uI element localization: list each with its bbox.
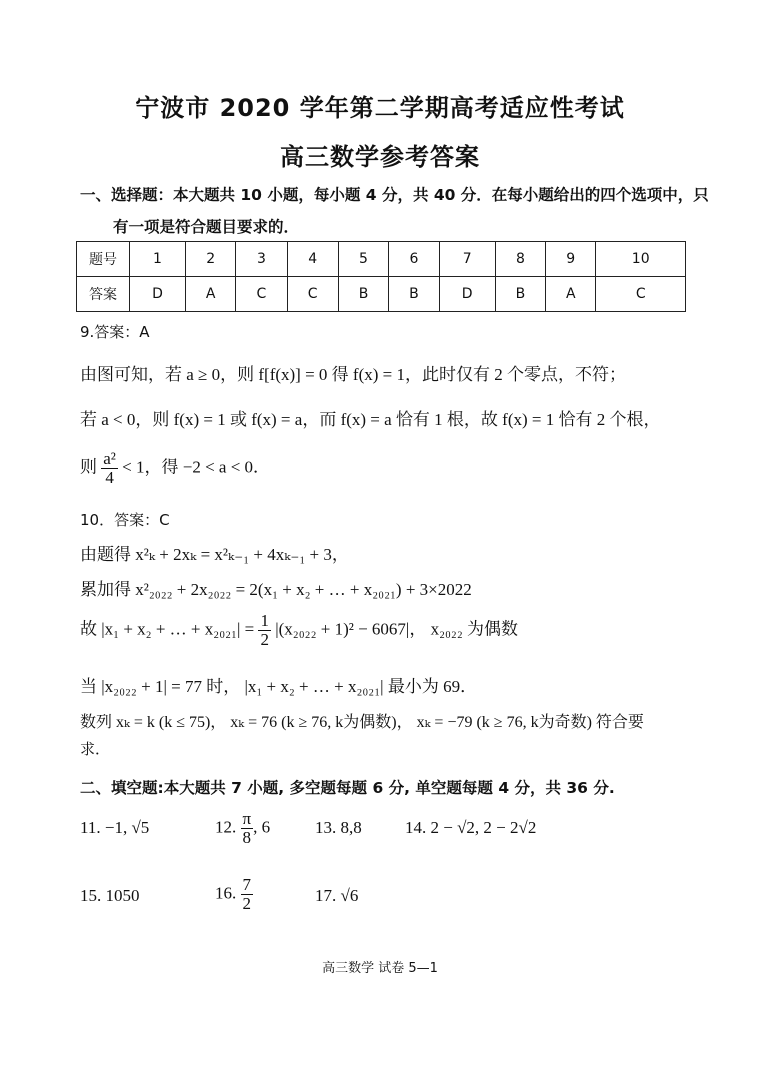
table-cell: 5 [338, 242, 388, 277]
table-cell: 6 [389, 242, 439, 277]
document-title: 宁波市 2020 学年第二学期高考适应性考试 [135, 94, 625, 122]
answer-14: 14. 2 − √2, 2 − 2√2 [405, 818, 537, 837]
table-row-label: 答案 [77, 277, 130, 312]
section1-heading: 一、选择题：本大题共 10 小题，每小题 4 分，共 40 分．在每小题给出的四个选项中，只 [80, 186, 709, 204]
q10-line3-prefix: 故 |x₁ + x₂ + … + x₂₀₂₁| = [80, 619, 255, 639]
fraction: $\frac{1}{2}$ [260, 611, 269, 649]
table-cell: D [130, 277, 186, 312]
table-cell: 9 [546, 242, 596, 277]
table-cell: 3 [236, 242, 287, 277]
q9-line3-suffix: < 1，得 −2 < a < 0． [122, 457, 271, 477]
q10-line3 [80, 612, 518, 649]
table-cell: D [439, 277, 495, 312]
answer-11: 11. −1, √5 [80, 818, 150, 837]
fraction: $\frac{\pi}{8}$ [242, 809, 252, 847]
table-cell: 7 [439, 242, 495, 277]
table-cell: 2 [186, 242, 236, 277]
table-cell: 4 [287, 242, 338, 277]
table-cell: C [287, 277, 338, 312]
answer-13: 13. 8,8 [315, 818, 362, 837]
answer-12: 12. $\frac{\pi}{8}$ , 6 [215, 809, 271, 847]
table-row-label: 题号 [77, 242, 130, 277]
table-cell: A [546, 277, 596, 312]
document-subtitle: 高三数学参考答案 [280, 143, 480, 171]
q9-line3-prefix: 则 [80, 457, 97, 477]
table-cell: B [389, 277, 439, 312]
q10-line6: 求． [80, 740, 111, 758]
q9-line1: 由图可知，若 a ≥ 0，则 f[f(x)] = 0 得 f(x) = 1，此时仅有 2 个零点，不符； [80, 365, 626, 384]
answer-16: 16. $\frac{7}{2}$ [215, 875, 251, 913]
q9-heading: 9.答案：A [80, 323, 150, 341]
answer-15: 15. 1050 [80, 886, 140, 905]
q10-line3-suffix: |(x₂₀₂₂ + 1)² − 6067|， x₂₀₂₂ 为偶数 [275, 619, 519, 639]
table-cell: 1 [130, 242, 186, 277]
table-cell: C [236, 277, 287, 312]
section1-heading-cont: 有一项是符合题目要求的． [113, 218, 300, 236]
q10-line4: 当 |x₂₀₂₂ + 1| = 77 时， |x₁ + x₂ + … + x₂₀₂₁| 最小为 69． [80, 677, 478, 696]
table-cell: 10 [596, 242, 686, 277]
q10-line5: 数列 xₖ = k (k ≤ 75)， xₖ = 76 (k ≥ 76, k为偶数)， xₖ = −79 (k ≥ 76, k为奇数) 符合要 [80, 714, 644, 731]
q10-line2: 累加得 x²₂₀₂₂ + 2x₂₀₂₂ = 2(x₁ + x₂ + … + x₂₀₂₁) + 3×2022 [80, 580, 472, 599]
table-cell: 8 [495, 242, 545, 277]
fraction: $\frac{7}{2}$ [242, 875, 251, 913]
answer-table [76, 241, 686, 312]
q10-heading: 10．答案：C [80, 511, 170, 529]
q9-line2: 若 a < 0，则 f(x) = 1 或 f(x) = a，而 f(x) = a 恰有 1 根，故 f(x) = 1 恰有 2 个根， [80, 410, 661, 429]
section2-heading: 二、填空题:本大题共 7 小题, 多空题每题 6 分, 单空题每题 4 分，共 36 分. [80, 779, 615, 797]
answer-17: 17. √6 [315, 886, 359, 905]
page-footer: 高三数学 试卷 5—1 [322, 961, 438, 976]
table-row-numbers [77, 242, 686, 277]
table-cell: C [596, 277, 686, 312]
q9-line3 [80, 450, 270, 487]
table-row-answers [77, 277, 686, 312]
table-cell: B [495, 277, 545, 312]
fraction: $\frac{\text{a²}}{4}$ [103, 449, 116, 487]
table-cell: B [338, 277, 388, 312]
table-cell: A [186, 277, 236, 312]
q10-line1: 由题得 x²ₖ + 2xₖ = x²ₖ₋₁ + 4xₖ₋₁ + 3， [80, 545, 349, 564]
